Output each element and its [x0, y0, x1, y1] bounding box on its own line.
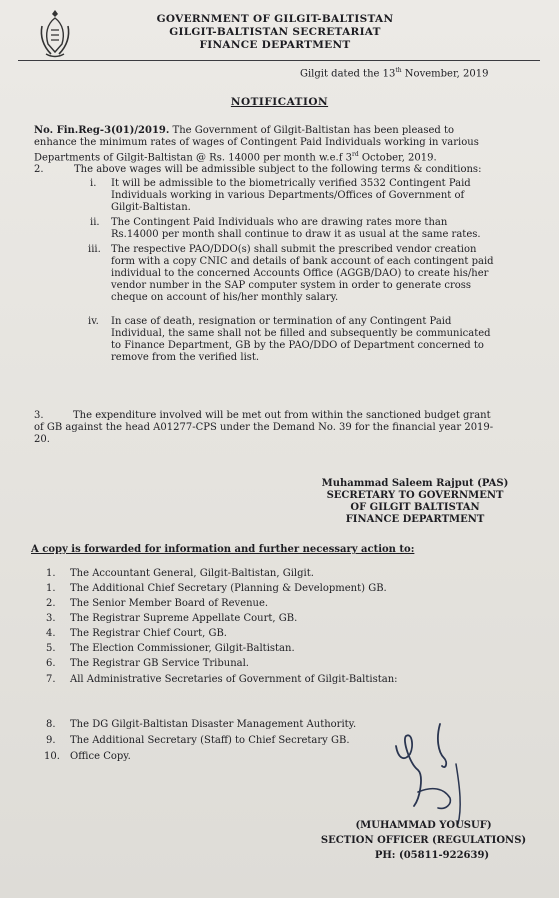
- copy-forward-heading: A copy is forwarded for information and further necessary action to:: [31, 544, 415, 555]
- copy-recipient: 8. The DG Gilgit-Baltistan Disaster Management Authority.: [46, 719, 357, 730]
- signatory-name: Muhammad Saleem Rajput (PAS): [321, 478, 509, 489]
- copy-recipient: 6. The Registrar GB Service Tribunal.: [46, 658, 249, 669]
- para3-line-1: The expenditure involved will be met out from within the sanctioned budget grant: [73, 410, 491, 421]
- copy-recipient: 7. All Administrative Secretaries of Government of Gilgit-Baltistan:: [46, 674, 398, 685]
- section-officer-title: SECTION OFFICER (REGULATIONS): [320, 835, 527, 846]
- notification-date: Gilgit dated the 13th November, 2019: [300, 67, 489, 80]
- copy-recipient: 1. The Additional Chief Secretary (Planning & Development) GB.: [46, 583, 387, 594]
- signatory-title-1: SECRETARY TO GOVERNMENT: [326, 490, 504, 501]
- signatory-title-2: OF GILGIT BALTISTAN: [350, 502, 480, 513]
- term-ii-number: ii.: [90, 217, 100, 228]
- term-iii-line: cheque on account of his/her monthly salary.: [111, 292, 339, 303]
- copy-recipient: 4. The Registrar Chief Court, GB.: [46, 628, 227, 639]
- term-iii-line: individual to the concerned Accounts Office (AGGB/DAO) to create his/her: [111, 268, 489, 279]
- para2-number: 2.: [34, 164, 44, 175]
- letterhead-line-2: GILGIT-BALTISTAN SECRETARIAT: [169, 26, 381, 38]
- letterhead-line-1: GOVERNMENT OF GILGIT-BALTISTAN: [156, 13, 394, 25]
- government-crest-icon: [36, 8, 74, 60]
- para2-intro: The above wages will be admissible subject to the following terms & conditions:: [74, 164, 482, 175]
- term-iii-number: iii.: [88, 244, 101, 255]
- para3-number: 3.: [34, 410, 44, 421]
- copy-recipient: 5. The Election Commissioner, Gilgit-Baltistan.: [46, 643, 295, 654]
- letterhead-line-3: FINANCE DEPARTMENT: [199, 39, 351, 51]
- copy-recipient: 9. The Additional Secretary (Staff) to Chief Secretary GB.: [46, 735, 350, 746]
- signatory-title-3: FINANCE DEPARTMENT: [345, 514, 485, 525]
- term-iv-line: remove from the verified list.: [111, 352, 260, 363]
- term-ii-line: The Contingent Paid Individuals who are drawing rates more than: [111, 217, 448, 228]
- term-i-number: i.: [90, 178, 97, 189]
- copy-recipient: 2. The Senior Member Board of Revenue.: [46, 598, 269, 609]
- copy-recipient: 1. The Accountant General, Gilgit-Baltistan, Gilgit.: [46, 568, 314, 579]
- term-i-line: It will be admissible to the biometrically verified 3532 Contingent Paid: [111, 178, 471, 189]
- letterhead-divider: [18, 60, 540, 61]
- term-i-line: Individuals working in various Departments/Offices of Government of: [111, 190, 465, 201]
- term-iii-line: form with a copy CNIC and details of bank account of each contingent paid: [111, 256, 494, 267]
- para1-line-1: No. Fin.Reg-3(01)/2019. The Government of Gilgit-Baltistan has been pleased to: [34, 125, 455, 136]
- term-iv-line: Individual, the same shall not be filled and subsequently be communicated: [111, 328, 491, 339]
- handwritten-signature-icon: [388, 718, 478, 828]
- term-i-line: Gilgit-Baltistan.: [111, 202, 191, 213]
- section-officer-name: (MUHAMMAD YOUSUF): [355, 820, 492, 831]
- term-ii-line: Rs.14000 per month shall continue to draw it as usual at the same rates.: [111, 229, 481, 240]
- para3-line-3: 20.: [34, 434, 50, 445]
- section-officer-phone: PH: (05811-922639): [374, 850, 490, 861]
- term-iv-line: to Finance Department, GB by the PAO/DDO of Department concerned to: [111, 340, 484, 351]
- term-iv-number: iv.: [88, 316, 99, 327]
- term-iii-line: vendor number in the SAP computer system in order to generate cross: [111, 280, 472, 291]
- copy-recipient: 10. Office Copy.: [44, 751, 131, 762]
- para1-line-3: Departments of Gilgit-Baltistan @ Rs. 14000 per month w.e.f 3rd October, 2019.: [34, 151, 437, 164]
- para3-line-2: of GB against the head A01277-CPS under the Demand No. 39 for the financial year 2019-: [34, 422, 494, 433]
- term-iii-line: The respective PAO/DDO(s) shall submit the prescribed vendor creation: [111, 244, 477, 255]
- term-iv-line: In case of death, resignation or termination of any Contingent Paid: [111, 316, 452, 327]
- para1-line-2: enhance the minimum rates of wages of Contingent Paid Individuals working in various: [34, 137, 479, 148]
- copy-recipient: 3. The Registrar Supreme Appellate Court, GB.: [46, 613, 298, 624]
- notification-title: NOTIFICATION: [230, 96, 329, 108]
